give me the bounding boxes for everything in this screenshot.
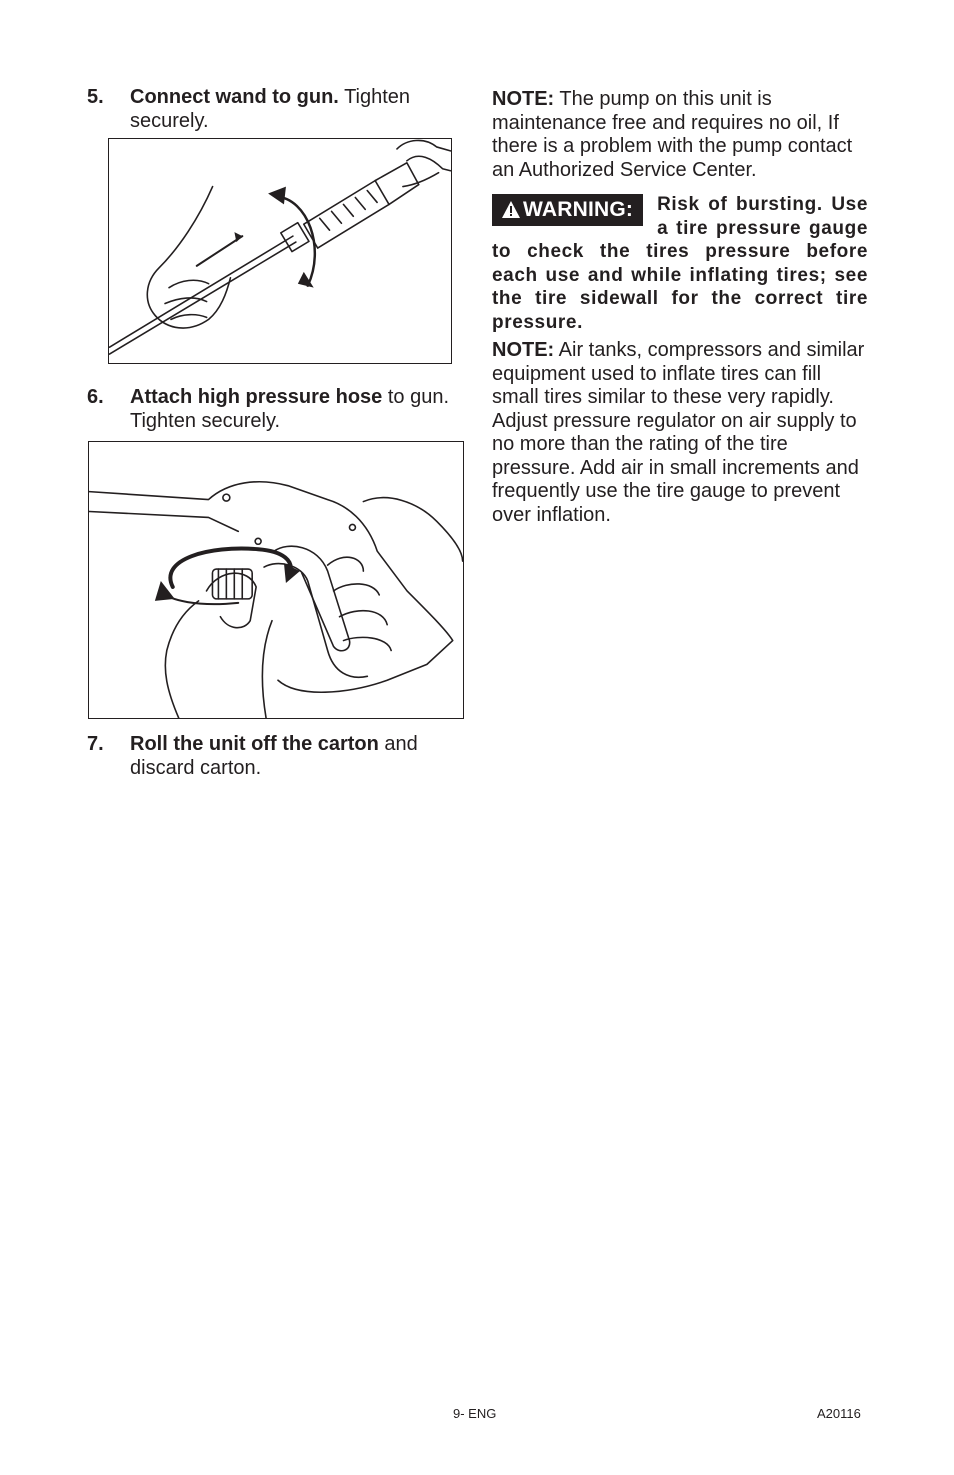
warning-triangle-icon: [502, 196, 520, 228]
note-label: NOTE:: [492, 339, 555, 361]
figure-attach-hose: [88, 441, 464, 719]
step-bold-text: Roll the unit off the carton: [130, 733, 379, 755]
step-5: [87, 85, 457, 133]
warning-text: Risk of bursting. Use a tire pressure gauge to check the tires pressure before each use and while inflating tires; see the tire sidewall for the correct tire pressure.: [492, 194, 868, 333]
warning-badge: [492, 194, 643, 226]
step-bold-text: Attach high pressure hose: [130, 386, 383, 408]
note-text: Air tanks, compressors and similar equipment used to inflate tires can fill small tires similar to these very rapidly. Adjust pressure regulator on air supply to no more than the rating of the tire pressure. Add air in small increments and frequently use the tire gauge to prevent over inflation.: [492, 339, 865, 526]
step-bold-text: Connect wand to gun.: [130, 86, 339, 108]
note-air-tanks: [492, 339, 868, 527]
page-number: 9- ENG: [453, 1406, 497, 1421]
step-text: [130, 732, 457, 780]
wand-illustration: [109, 139, 451, 363]
warning-label: WARNING:: [523, 198, 634, 221]
step-text: [130, 85, 457, 133]
figure-connect-wand: [108, 138, 452, 364]
step-rest-text: Tighten securely.: [130, 86, 411, 132]
document-code: A20116: [817, 1406, 861, 1421]
note-label: NOTE:: [492, 88, 555, 110]
step-number: 6.: [87, 386, 104, 408]
step-rest-text: and discard carton.: [130, 733, 418, 779]
note-pump-maintenance: [492, 88, 868, 182]
step-6: [87, 385, 457, 433]
step-number: 7.: [87, 733, 104, 755]
note-text: The pump on this unit is maintenance free and requires no oil, If there is a problem with the pump contact an Authorized Service Center.: [492, 88, 853, 181]
step-rest-text: to gun. Tighten securely.: [130, 386, 449, 432]
step-text: [130, 385, 457, 433]
step-number: 5.: [87, 86, 104, 108]
warning-block: [492, 193, 868, 334]
gun-hose-illustration: [89, 442, 463, 718]
step-7: [87, 732, 457, 780]
